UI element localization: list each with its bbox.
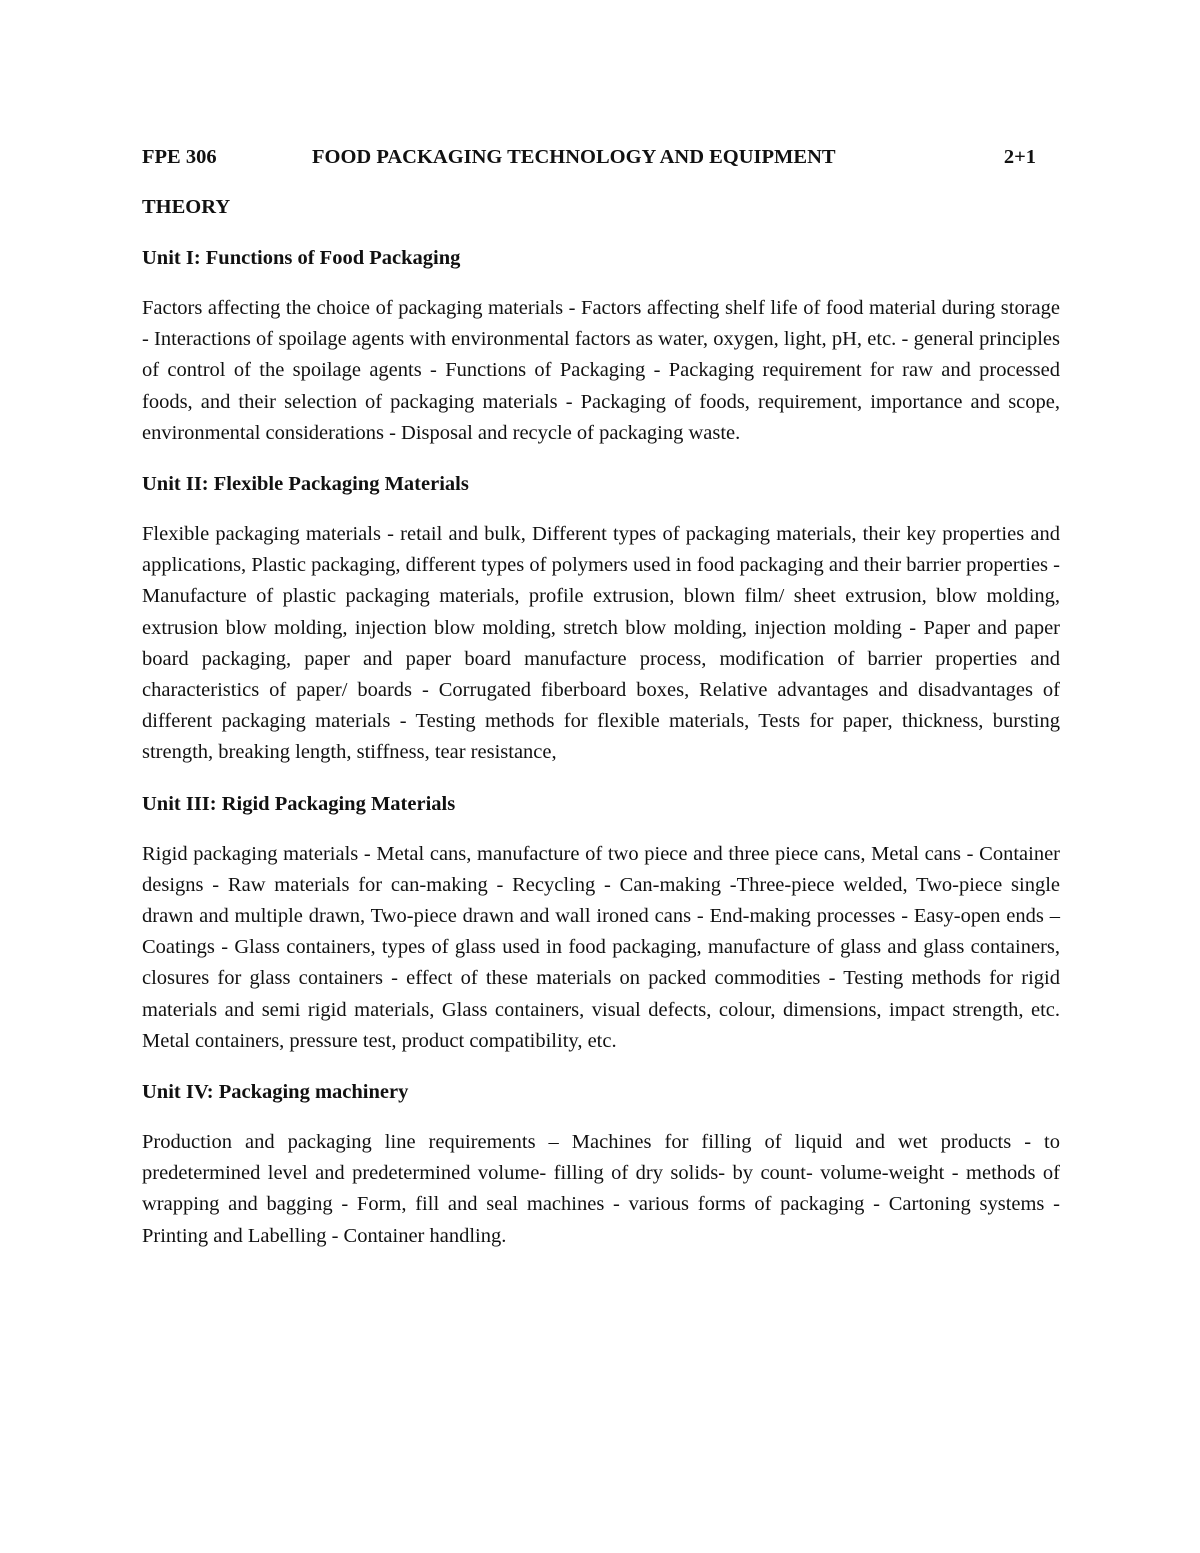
unit-2-body: Flexible packaging materials - retail and bulk, Different types of packaging materials, their key properties and applications, Plastic packaging, different types of polymers used in food packaging and their barrier properties - Manufacture of plastic packaging materials, profile extrusion, blown film/ sheet extrusion, blow molding, extrusion blow molding, injection blow molding, stretch blow molding, injection molding - Paper and paper board packaging, paper and paper board manufacture process, modification of barrier properties and characteristics of paper/ boards - Corrugated fiberboard boxes, Relative advantages and disadvantages of different packaging materials - Testing methods for flexible materials, Tests for paper, thickness, bursting strength, breaking length, stiffness, tear resistance, <box>142 523 1060 764</box>
unit-1-body: Factors affecting the choice of packaging materials - Factors affecting shelf life of food material during storage - Interactions of spoilage agents with environmental factors as water, oxygen, light, pH, etc. - general principles of control of the spoilage agents - Functions of Packaging - Packaging requirement for raw and processed foods, and their selection of packaging materials - Packaging of foods, requirement, importance and scope, environmental considerations - Disposal and recycle of packaging waste. <box>142 297 1060 444</box>
course-code: FPE 306 <box>142 146 217 168</box>
unit-3-body: Rigid packaging materials - Metal cans, manufacture of two piece and three piece cans, Metal cans - Container designs - Raw materials for can-making - Recycling - Can-making -Three-piece welded, Two-piece single drawn and multiple drawn, Two-piece drawn and wall ironed cans - End-making processes - Easy-open ends – Coatings - Glass containers, types of glass used in food packaging, manufacture of glass and glass containers, closures for glass containers - effect of these materials on packed commodities - Testing methods for rigid materials and semi rigid materials, Glass containers, visual defects, colour, dimensions, impact strength, etc. Metal containers, pressure test, product compatibility, etc. <box>142 842 1060 1052</box>
section-label: THEORY <box>142 196 231 218</box>
document-page <box>142 140 1060 1252</box>
unit-4-body: Production and packaging line requirements – Machines for filling of liquid and wet products - to predetermined level and predetermined volume- filling of dry solids- by count- volume-weight - methods of wrapping and bagging - Form, fill and seal machines - various forms of packaging - Cartoning systems - Printing and Labelling - Container handling. <box>142 1131 1060 1247</box>
course-credits: 2+1 <box>1003 146 1036 168</box>
unit-4-heading: Unit IV: Packaging machinery <box>142 1081 409 1104</box>
unit-3-heading: Unit III: Rigid Packaging Materials <box>142 792 456 815</box>
unit-1-heading: Unit I: Functions of Food Packaging <box>142 247 461 269</box>
unit-2-heading: Unit II: Flexible Packaging Materials <box>142 473 469 496</box>
course-title: FOOD PACKAGING TECHNOLOGY AND EQUIPMENT <box>312 146 836 168</box>
course-header <box>142 140 1060 174</box>
